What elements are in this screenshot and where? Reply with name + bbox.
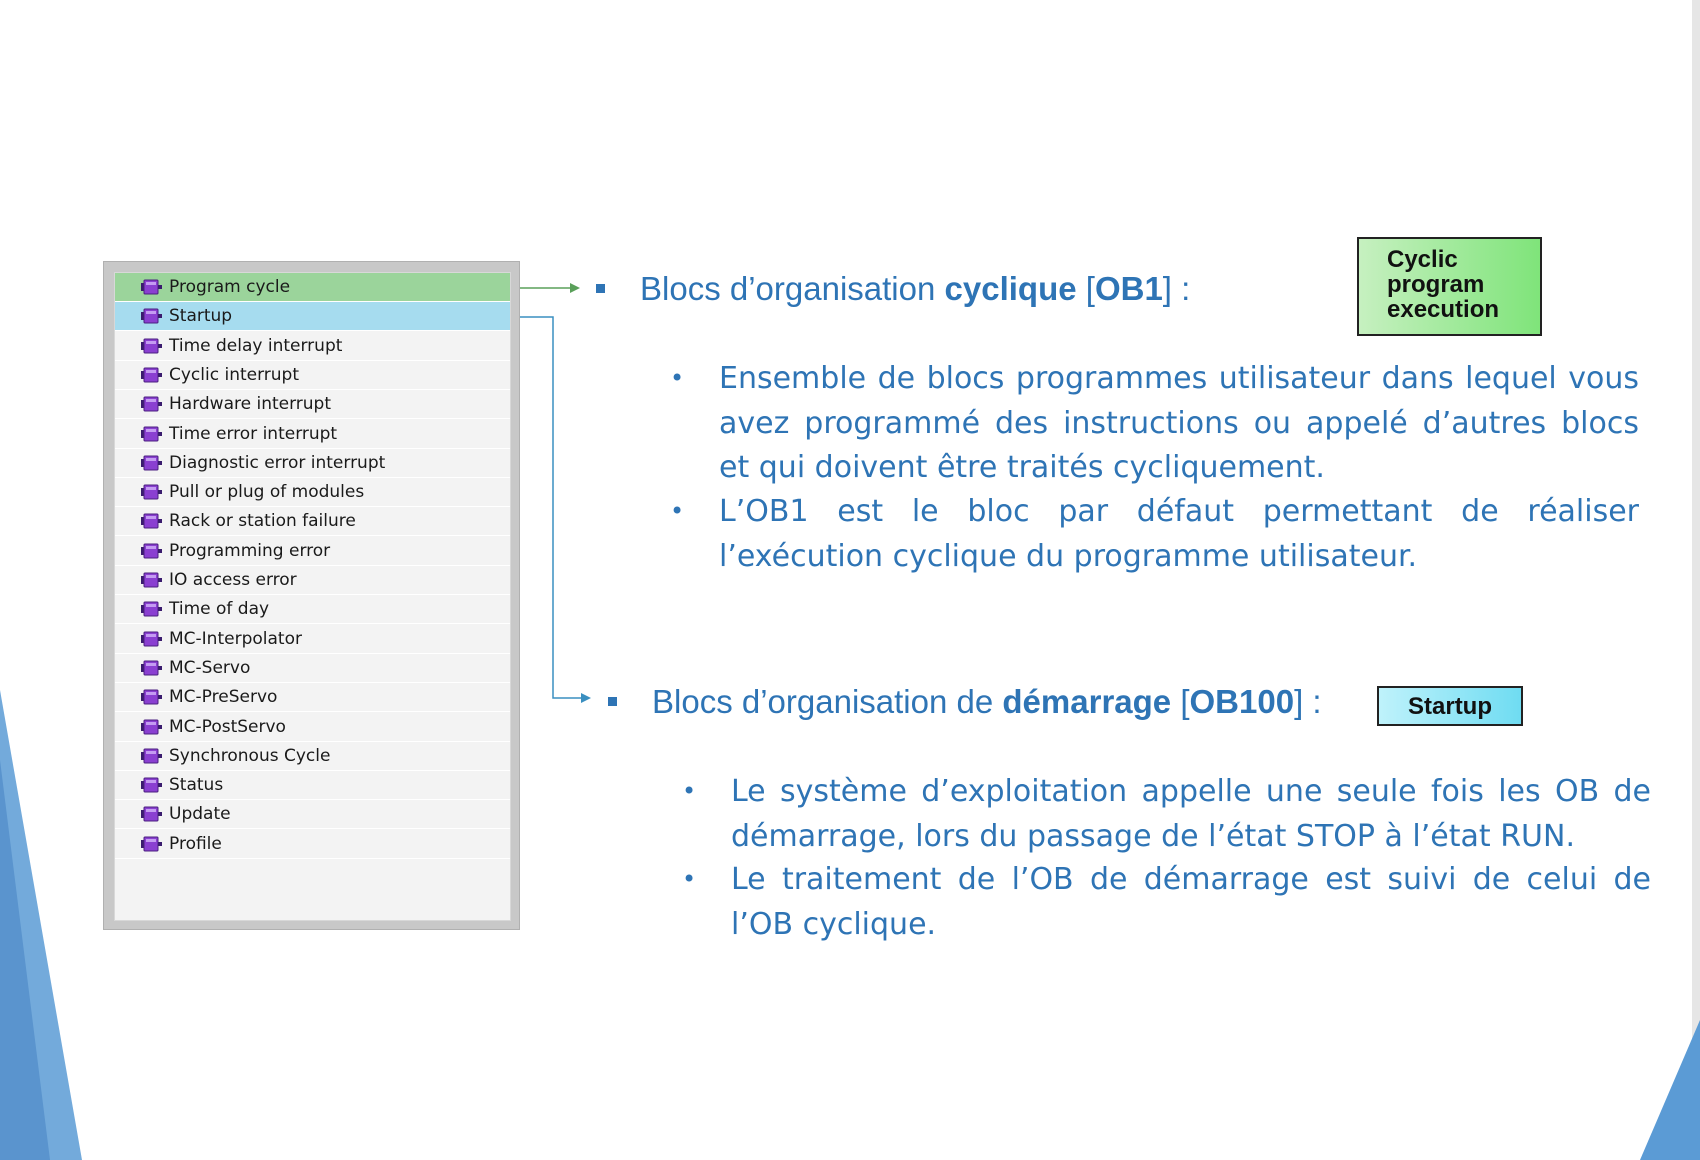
tree-item-pull-or-plug-of-modules[interactable] [115, 478, 510, 507]
tree-item-hardware-interrupt[interactable] [115, 390, 510, 419]
ob-block-icon [139, 366, 165, 384]
section1-paragraph-2: L’OB1 est le bloc par défaut permettant de réaliser l’exécution cyclique du programme utilisateur. [719, 494, 1639, 574]
ob-block-icon [139, 659, 165, 677]
tree-item-profile[interactable] [115, 830, 510, 859]
tree-item-label: IO access error [169, 570, 297, 590]
ob-block-icon [139, 600, 165, 618]
tree-item-mc-interpolator[interactable] [115, 625, 510, 654]
tree-item-label: Update [169, 804, 231, 825]
section2-paragraph-1: Le système d’exploitation appelle une seule fois les OB de démarrage, lors du passage de l’état STOP à l’état RUN. [731, 774, 1651, 854]
tree-item-time-error-interrupt[interactable] [115, 420, 510, 449]
section1-bullet-dot: • [670, 497, 685, 525]
tree-item-label: MC-PostServo [169, 716, 286, 737]
ob-block-icon [139, 835, 165, 853]
tree-item-label: Cyclic interrupt [169, 364, 300, 385]
tree-item-status[interactable] [115, 771, 510, 800]
ob-block-icon [139, 337, 165, 355]
tree-item-update[interactable] [115, 800, 510, 829]
section1-paragraph-1: Ensemble de blocs programmes utilisateur dans lequel vous avez programmé des instructions ou appelé d’autres blocs et qui doivent être traités cycliquement. [719, 361, 1639, 485]
tree-item-label: Synchronous Cycle [169, 745, 331, 766]
tree-item-label: Startup [169, 306, 233, 327]
ob-block-icon [139, 571, 165, 589]
startup-box: Startup [1377, 686, 1523, 726]
tree-item-label: MC-PreServo [169, 687, 278, 708]
tree-item-time-delay-interrupt[interactable] [115, 332, 510, 361]
section1-heading: Blocs d’organisation cyclique [OB1] : [640, 270, 1191, 307]
tree-item-programming-error[interactable] [115, 537, 510, 566]
ob-block-icon [139, 512, 165, 530]
ob-tree-list [114, 272, 511, 921]
ob-block-icon [139, 805, 165, 823]
tree-item-label: MC-Servo [169, 657, 251, 678]
ob-block-icon [139, 425, 165, 443]
tree-item-label: Time delay interrupt [169, 335, 343, 356]
tree-item-synchronous-cycle[interactable] [115, 742, 510, 771]
section2-bullet-dot: • [682, 777, 697, 805]
tree-item-label: Diagnostic error interrupt [169, 452, 386, 473]
tree-item-label: Time error interrupt [169, 423, 338, 444]
tree-item-label: Program cycle [169, 277, 291, 297]
tree-item-label: Pull or plug of modules [169, 482, 365, 503]
tree-item-label: Hardware interrupt [169, 394, 332, 415]
tree-item-diagnostic-error-interrupt[interactable] [115, 449, 510, 478]
ob-block-icon [139, 688, 165, 706]
section2-heading: Blocs d’organisation de démarrage [OB100] : [652, 683, 1322, 720]
ob-block-icon [139, 307, 165, 325]
ob-block-icon [139, 542, 165, 560]
tree-item-label: Profile [169, 833, 222, 854]
tree-item-label: Rack or station failure [169, 511, 356, 532]
cyclic-program-execution-box: Cyclic program execution [1357, 237, 1542, 336]
section2-bullet-dot: • [682, 865, 697, 893]
ob-block-icon [139, 630, 165, 648]
ob-block-icon [139, 776, 165, 794]
tree-item-mc-servo[interactable] [115, 654, 510, 683]
tree-item-cyclic-interrupt[interactable] [115, 361, 510, 390]
tree-item-startup[interactable] [115, 302, 510, 331]
ob-tree-panel [103, 261, 520, 930]
tree-item-program-cycle[interactable] [115, 273, 510, 302]
ob-block-icon [139, 483, 165, 501]
ob-block-icon [139, 747, 165, 765]
tree-item-rack-or-station-failure[interactable] [115, 507, 510, 536]
ob-block-icon [139, 278, 165, 296]
section1-bullet-dot: • [670, 364, 685, 392]
tree-item-mc-preservo[interactable] [115, 683, 510, 712]
tree-item-time-of-day[interactable] [115, 595, 510, 624]
tree-item-label: MC-Interpolator [169, 628, 302, 649]
tree-item-label: Programming error [169, 540, 331, 561]
section1-square-bullet [596, 284, 605, 293]
ob-block-icon [139, 395, 165, 413]
tree-item-io-access-error[interactable] [115, 566, 510, 595]
tree-item-mc-postservo[interactable] [115, 713, 510, 742]
section2-paragraph-2: Le traitement de l’OB de démarrage est suivi de celui de l’OB cyclique. [731, 862, 1651, 942]
ob-block-icon [139, 454, 165, 472]
ob-block-icon [139, 718, 165, 736]
tree-item-label: Status [169, 775, 224, 796]
tree-item-label: Time of day [169, 599, 270, 620]
section2-square-bullet [608, 697, 617, 706]
